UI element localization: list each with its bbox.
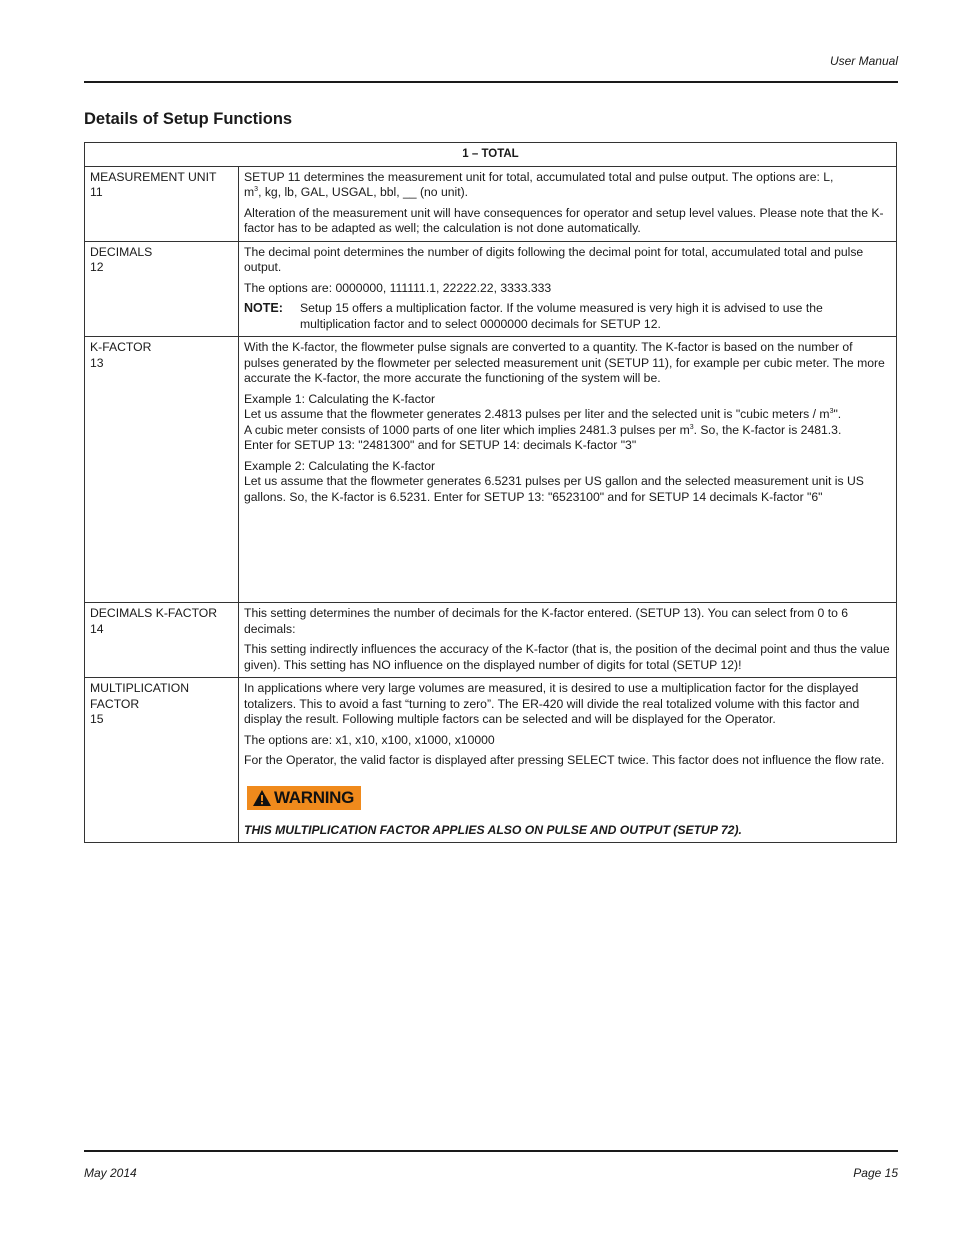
superscript: 3 [254,185,259,193]
example-1 [244,392,891,454]
warning-triangle-icon [252,789,272,807]
row-label-name: MULTIPLICATION [90,681,190,695]
row-label-number: 15 [90,712,104,726]
warning-badge [247,786,361,810]
row-description [239,166,897,241]
row-label [85,678,239,843]
row-label-number: 11 [90,185,103,199]
row-description [239,678,897,843]
row-label-name: K-FACTOR [90,340,152,354]
description-paragraph: This setting determines the number of decimals for the K-factor entered. (SETUP 13). You can select from 0 to 6 decimals: [244,606,849,636]
footer-date: May 2014 [84,1166,137,1180]
example-line: Let us assume that the flowmeter generates 2.4813 pulses per liter and the selected unit is "cubic meters / m [244,407,830,421]
example-line-tail: . So, the K-factor is 2481.3. [693,422,842,437]
description-paragraph: This setting indirectly influences the accuracy of the K-factor (that is, the position of the decimal point and thus the value given). This setting has NO influence on the displayed number of digits for total (SETUP 12)! [244,642,890,672]
row-description [239,241,897,337]
example-2 [244,459,891,506]
superscript: 3 [689,423,694,431]
description-paragraph: Alteration of the measurement unit will have consequences for operator and setup level values. Please note that the K-factor has to be adapted as well; the calculation is not done automatically. [244,205,884,235]
warning-label: WARNING [274,787,355,807]
unit-options-line: SETUP 11 determines the measurement unit for total, accumulated total and pulse output. The options are: L, [244,169,834,184]
group-header: 1 – TOTAL [85,143,897,167]
table-row [85,241,897,337]
header-rule [84,81,898,83]
table-row [85,166,897,241]
document-type-label: User Manual [829,54,898,68]
description-paragraph: The decimal point determines the number of digits following the decimal point for total, accumulated total and pulse output. [244,244,864,274]
example-title: Example 1: Calculating the K-factor [244,391,436,406]
footer-page-number: Page 15 [853,1166,898,1180]
description-paragraph [244,170,891,201]
table-row [85,603,897,678]
footer-rule [84,1150,898,1152]
note-label: NOTE: [244,301,283,315]
example-line: A cubic meter consists of 1000 parts of one liter which implies 2481.3 pulses per m [244,422,690,437]
unit-options-m: m [244,185,255,199]
row-description [239,603,897,678]
note-text: Setup 15 offers a multiplication factor. If the volume measured is very high it is advised to use the multiplication factor and to select 0000000 decimals for SETUP 12. [300,301,823,331]
superscript: 3 [829,407,834,415]
row-label [85,241,239,337]
row-label-number: 13 [90,355,104,370]
row-description [239,337,897,603]
row-label [85,603,239,678]
example-title: Example 2: Calculating the K-factor [244,458,436,473]
description-paragraph: With the K-factor, the flowmeter pulse signals are converted to a quantity. The K-factor is based on the number of pulses generated by the flowmeter per selected measurement unit (SETUP 11), for example per cubic meter. The more accurate the K-factor, the more accurate the functioning of the system will be. [244,340,885,385]
row-label-name-cont: FACTOR [90,696,140,711]
section-title: Details of Setup Functions [84,110,293,128]
row-label-name: MEASUREMENT UNIT [90,169,217,184]
table-row [85,678,897,843]
description-paragraph: The options are: 0000000, 111111.1, 22222.22, 3333.333 [244,280,552,295]
example-line-tail: ". [833,407,842,421]
description-paragraph: For the Operator, the valid factor is displayed after pressing SELECT twice. This factor does not influence the flow rate. [244,753,885,767]
row-label-number: 14 [90,621,104,636]
row-label-number: 12 [90,260,104,274]
note-block [244,301,891,332]
row-label-name: DECIMALS K-FACTOR [90,606,218,620]
unit-options-rest: , kg, lb, GAL, USGAL, bbl, __ (no unit). [258,185,469,199]
example-line: Let us assume that the flowmeter generates 6.5231 pulses per US gallon and the selected measurement unit is US gallons. So, the K-factor is 6.5231. Enter for SETUP 13: "6523100" and for SETUP 14 decimals K-factor "6" [244,474,864,504]
example-line: Enter for SETUP 13: "2481300" and for SETUP 14: decimals K-factor "3" [244,438,637,452]
row-label [85,337,239,603]
row-label [85,166,239,241]
table-row [85,337,897,603]
table-header-row [85,143,897,167]
row-label-name: DECIMALS [90,244,153,259]
description-paragraph: The options are: x1, x10, x100, x1000, x10000 [244,732,495,747]
description-paragraph: In applications where very large volumes are measured, it is desired to use a multiplication factor for the displayed totalizers. This to avoid a fast “turning to zero”. The ER-420 will divide the real totalized volume with this factor and display the result. Following multiple factors can be selected and will be displayed for the Operator. [244,681,860,726]
setup-functions-table [84,142,897,843]
warning-text: THIS MULTIPLICATION FACTOR APPLIES ALSO ON PULSE AND OUTPUT (SETUP 72). [244,822,742,837]
